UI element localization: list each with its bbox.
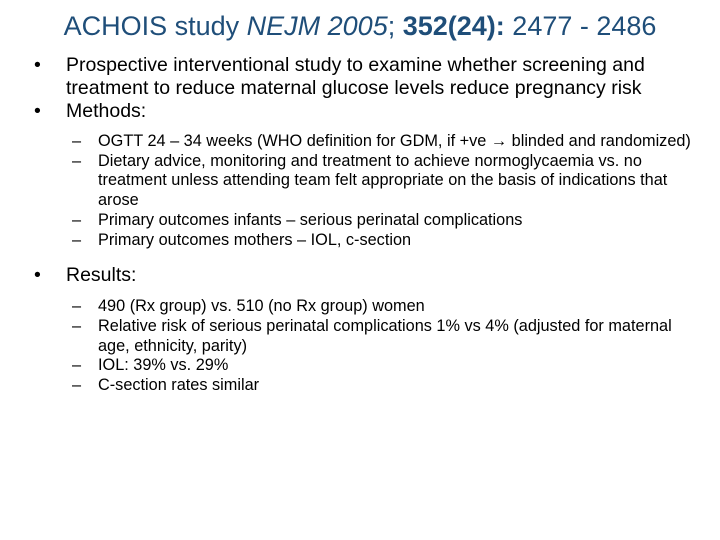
sub-bullet-item xyxy=(30,132,710,152)
dash-marker: – xyxy=(72,230,82,249)
bullet-text: Methods: xyxy=(66,100,147,122)
sub-bullet-text: Primary outcomes mothers – IOL, c-section xyxy=(98,230,412,249)
sub-bullet-text: IOL: 39% vs. 29% xyxy=(98,356,229,375)
sub-bullet-item xyxy=(30,376,710,396)
bullet-item xyxy=(30,264,710,287)
title-journal: NEJM 2005 xyxy=(246,11,388,41)
dash-marker: – xyxy=(72,316,82,335)
title-separator: ; xyxy=(387,11,403,41)
bullet-item xyxy=(30,100,710,123)
title-study: ACHOIS study xyxy=(63,11,247,41)
bullet-text: Prospective interventional study to examine whether screening and treatment to reduce maternal glucose levels reduce pregnancy risk xyxy=(66,54,645,99)
dash-marker: – xyxy=(72,356,82,375)
sub-bullet-text: OGTT 24 – 34 weeks (WHO definition for GDM, if +ve → blinded and randomized) xyxy=(98,132,691,150)
bullet-marker: • xyxy=(34,100,41,122)
sub-bullet-item xyxy=(30,211,710,231)
sub-bullet-text: Dietary advice, monitoring and treatment to achieve normoglycaemia vs. no treatment unless attending team felt appropriate on the basis of indications that arose xyxy=(98,151,668,210)
dash-marker: – xyxy=(72,132,82,150)
bullet-text: Results: xyxy=(66,264,137,287)
sub-bullet-text: 490 (Rx group) vs. 510 (no Rx group) women xyxy=(98,297,425,316)
dash-marker: – xyxy=(72,297,82,316)
bullet-item xyxy=(30,54,710,100)
slide-title xyxy=(0,8,720,44)
title-volume: 352(24): xyxy=(402,11,505,41)
sub-bullet-item xyxy=(30,231,710,251)
sub-bullet-item xyxy=(30,152,710,211)
dash-marker: – xyxy=(72,376,82,395)
sub-bullet-item xyxy=(30,297,710,317)
sub-bullet-text: Primary outcomes infants – serious perinatal complications xyxy=(98,210,523,229)
title-pages: 2477 - 2486 xyxy=(504,11,657,41)
bullet-marker: • xyxy=(34,54,41,76)
sub-bullet-item xyxy=(30,317,710,356)
dash-marker: – xyxy=(72,151,82,170)
bullet-marker: • xyxy=(34,264,41,287)
sub-bullet-text: C-section rates similar xyxy=(98,376,260,395)
dash-marker: – xyxy=(72,210,82,229)
sub-bullet-text: Relative risk of serious perinatal complications 1% vs 4% (adjusted for maternal age, ethnicity, parity) xyxy=(98,316,672,355)
sub-bullet-item xyxy=(30,356,710,376)
slide-content xyxy=(30,54,710,396)
